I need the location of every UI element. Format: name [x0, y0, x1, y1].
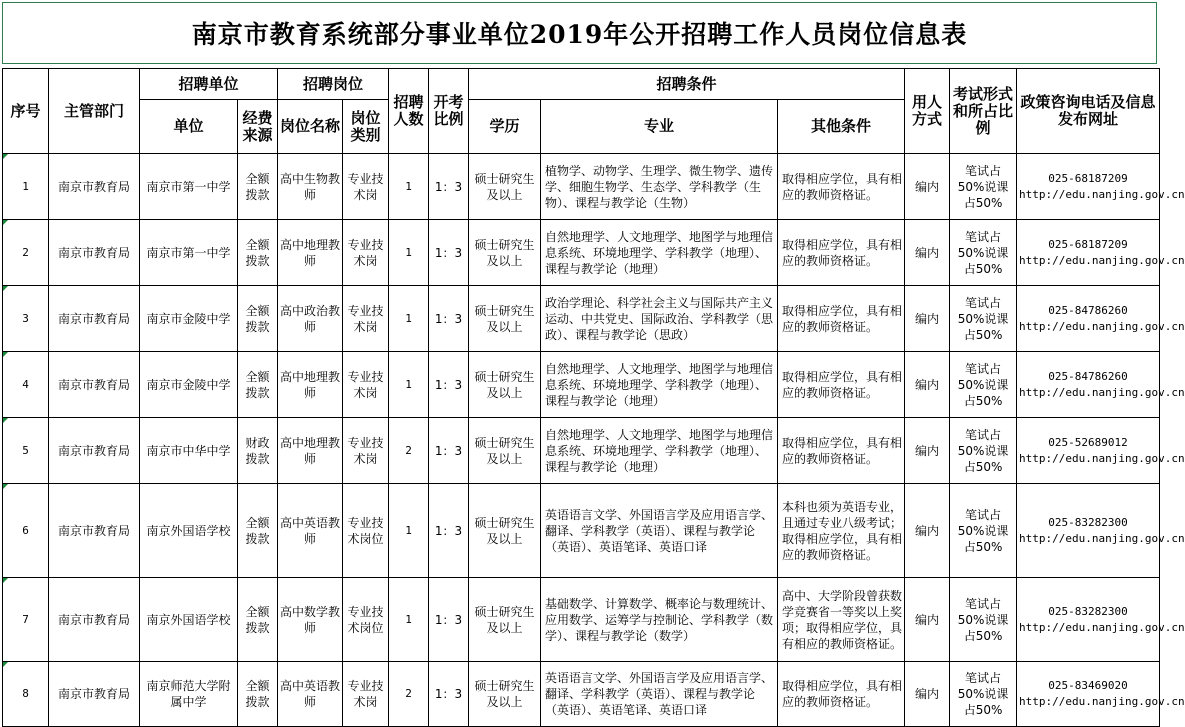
cell-other: 取得相应学位，具有相应的教师资格证。: [778, 154, 905, 220]
cell-exam: 笔试占50%说课占50%: [950, 578, 1017, 662]
cell-other: 取得相应学位，具有相应的教师资格证。: [778, 286, 905, 352]
cell-employ: 编内: [905, 286, 950, 352]
cell-count: 1: [389, 286, 429, 352]
cell-funding: 全额拨款: [238, 220, 278, 286]
cell-seq: 7: [3, 578, 49, 662]
cell-seq: 8: [3, 662, 49, 727]
cell-contact: 025-83282300 http://edu.nanjing.gov.cn: [1017, 578, 1160, 662]
cell-other: 本科也须为英语专业，且通过专业八级考试；取得相应学位，具有相应的教师资格证。: [778, 484, 905, 578]
cell-ratio: 1：3: [429, 418, 469, 484]
header-row-1: [3, 69, 1160, 100]
cell-education: 硕士研究生及以上: [469, 220, 541, 286]
cell-post-name: 高中政治教师: [278, 286, 343, 352]
cell-contact: 025-84786260 http://edu.nanjing.gov.cn: [1017, 352, 1160, 418]
cell-post-type: 专业技术岗: [343, 286, 389, 352]
cell-unit: 南京师范大学附属中学: [140, 662, 238, 727]
cell-contact: 025-52689012 http://edu.nanjing.gov.cn: [1017, 418, 1160, 484]
cell-other: 取得相应学位，具有相应的教师资格证。: [778, 418, 905, 484]
cell-dept: 南京市教育局: [49, 154, 140, 220]
cell-education: 硕士研究生及以上: [469, 484, 541, 578]
cell-unit: 南京市金陵中学: [140, 286, 238, 352]
cell-count: 1: [389, 484, 429, 578]
cell-post-type: 专业技术岗位: [343, 484, 389, 578]
header-contact: 政策咨询电话及信息发布网址: [1017, 69, 1160, 154]
header-count: 招聘人数: [389, 69, 429, 154]
cell-major: 自然地理学、人文地理学、地图学与地理信息系统、环境地理学、学科教学（地理）、课程与教学论（地理）: [541, 418, 778, 484]
positions-table: [2, 68, 1185, 727]
table-row: [3, 662, 1160, 727]
cell-funding: 全额拨款: [238, 662, 278, 727]
cell-major: 英语语言文学、外国语言学及应用语言学、翻译、学科教学（英语）、课程与教学论（英语）、英语笔译、英语口译: [541, 484, 778, 578]
header-conditions-group: 招聘条件: [469, 69, 905, 100]
cell-major: 政治学理论、科学社会主义与国际共产主义运动、中共党史、国际政治、学科教学（思政）、课程与教学论（思政）: [541, 286, 778, 352]
cell-major: 自然地理学、人文地理学、地图学与地理信息系统、环境地理学、学科教学（地理）、课程与教学论（地理）: [541, 352, 778, 418]
cell-unit: 南京外国语学校: [140, 578, 238, 662]
table-row: [3, 352, 1160, 418]
cell-ratio: 1：3: [429, 352, 469, 418]
cell-employ: 编内: [905, 578, 950, 662]
cell-post-type: 专业技术岗: [343, 220, 389, 286]
table-row: [3, 484, 1160, 578]
cell-post-type: 专业技术岗: [343, 352, 389, 418]
cell-seq: 2: [3, 220, 49, 286]
cell-dept: 南京市教育局: [49, 418, 140, 484]
cell-ratio: 1：3: [429, 154, 469, 220]
cell-ratio: 1：3: [429, 286, 469, 352]
header-funding: 经费来源: [238, 100, 278, 154]
cell-post-name: 高中数学教师: [278, 578, 343, 662]
cell-post-name: 高中地理教师: [278, 352, 343, 418]
cell-funding: 全额拨款: [238, 286, 278, 352]
cell-dept: 南京市教育局: [49, 662, 140, 727]
cell-ratio: 1：3: [429, 662, 469, 727]
header-unit: 单位: [140, 100, 238, 154]
cell-post-type: 专业技术岗: [343, 418, 389, 484]
cell-major: 英语语言文学、外国语言学及应用语言学、翻译、学科教学（英语）、课程与教学论（英语）、英语笔译、英语口译: [541, 662, 778, 727]
header-education: 学历: [469, 100, 541, 154]
cell-exam: 笔试占50%说课占50%: [950, 286, 1017, 352]
header-major: 专业: [541, 100, 778, 154]
cell-contact: 025-84786260 http://edu.nanjing.gov.cn: [1017, 286, 1160, 352]
cell-employ: 编内: [905, 352, 950, 418]
cell-ratio: 1：3: [429, 220, 469, 286]
cell-seq: 3: [3, 286, 49, 352]
cell-count: 1: [389, 220, 429, 286]
cell-education: 硕士研究生及以上: [469, 352, 541, 418]
cell-major: 基础数学、计算数学、概率论与数理统计、应用数学、运筹学与控制论、学科教学（数学）、课程与教学论（数学）: [541, 578, 778, 662]
cell-contact: 025-68187209 http://edu.nanjing.gov.cn: [1017, 154, 1160, 220]
cell-post-type: 专业技术岗: [343, 662, 389, 727]
header-post-type: 岗位类别: [343, 100, 389, 154]
cell-post-name: 高中生物教师: [278, 154, 343, 220]
header-exam: 考试形式和所占比例: [950, 69, 1017, 154]
cell-ratio: 1：3: [429, 484, 469, 578]
header-post-group: 招聘岗位: [278, 69, 389, 100]
cell-dept: 南京市教育局: [49, 220, 140, 286]
cell-count: 1: [389, 154, 429, 220]
cell-ratio: 1：3: [429, 578, 469, 662]
cell-major: 自然地理学、人文地理学、地图学与地理信息系统、环境地理学、学科教学（地理）、课程与教学论（地理）: [541, 220, 778, 286]
cell-contact: 025-68187209 http://edu.nanjing.gov.cn: [1017, 220, 1160, 286]
cell-employ: 编内: [905, 484, 950, 578]
cell-count: 2: [389, 418, 429, 484]
cell-employ: 编内: [905, 418, 950, 484]
cell-post-type: 专业技术岗位: [343, 578, 389, 662]
header-ratio: 开考比例: [429, 69, 469, 154]
cell-count: 1: [389, 352, 429, 418]
cell-education: 硕士研究生及以上: [469, 662, 541, 727]
cell-count: 1: [389, 578, 429, 662]
cell-unit: 南京市金陵中学: [140, 352, 238, 418]
cell-exam: 笔试占50%说课占50%: [950, 418, 1017, 484]
header-other: 其他条件: [778, 100, 905, 154]
cell-other: 取得相应学位，具有相应的教师资格证。: [778, 352, 905, 418]
cell-education: 硕士研究生及以上: [469, 154, 541, 220]
cell-dept: 南京市教育局: [49, 352, 140, 418]
cell-education: 硕士研究生及以上: [469, 286, 541, 352]
table-row: [3, 578, 1160, 662]
cell-major: 植物学、动物学、生理学、微生物学、遗传学、细胞生物学、生态学、学科教学（生物）、课程与教学论（生物）: [541, 154, 778, 220]
cell-exam: 笔试占50%说课占50%: [950, 352, 1017, 418]
cell-education: 硕士研究生及以上: [469, 578, 541, 662]
cell-unit: 南京市中华中学: [140, 418, 238, 484]
cell-contact: 025-83469020 http://edu.nanjing.gov.cn: [1017, 662, 1160, 727]
header-employ: 用人方式: [905, 69, 950, 154]
table-row: [3, 418, 1160, 484]
cell-unit: 南京市第一中学: [140, 220, 238, 286]
cell-seq: 6: [3, 484, 49, 578]
page-title: 南京市教育系统部分事业单位2019年公开招聘工作人员岗位信息表: [191, 20, 968, 49]
cell-education: 硕士研究生及以上: [469, 418, 541, 484]
cell-exam: 笔试占50%说课占50%: [950, 662, 1017, 727]
title-box: [2, 2, 1157, 64]
cell-count: 2: [389, 662, 429, 727]
cell-other: 高中、大学阶段曾获数学竞赛省一等奖以上奖项；取得相应学位，具有相应的教师资格证。: [778, 578, 905, 662]
header-unit-group: 招聘单位: [140, 69, 278, 100]
cell-funding: 全额拨款: [238, 154, 278, 220]
cell-post-name: 高中地理教师: [278, 220, 343, 286]
cell-exam: 笔试占50%说课占50%: [950, 484, 1017, 578]
cell-seq: 5: [3, 418, 49, 484]
header-post-name: 岗位名称: [278, 100, 343, 154]
cell-employ: 编内: [905, 154, 950, 220]
cell-funding: 财政拨款: [238, 418, 278, 484]
cell-funding: 全额拨款: [238, 352, 278, 418]
table-row: [3, 220, 1160, 286]
cell-post-name: 高中英语教师: [278, 662, 343, 727]
table-row: [3, 286, 1160, 352]
cell-unit: 南京市第一中学: [140, 154, 238, 220]
header-seq: 序号: [3, 69, 49, 154]
cell-other: 取得相应学位，具有相应的教师资格证。: [778, 662, 905, 727]
cell-post-name: 高中地理教师: [278, 418, 343, 484]
cell-dept: 南京市教育局: [49, 286, 140, 352]
cell-employ: 编内: [905, 662, 950, 727]
cell-funding: 全额拨款: [238, 484, 278, 578]
cell-seq: 1: [3, 154, 49, 220]
cell-dept: 南京市教育局: [49, 578, 140, 662]
table-row: [3, 154, 1160, 220]
cell-seq: 4: [3, 352, 49, 418]
cell-contact: 025-83282300 http://edu.nanjing.gov.cn: [1017, 484, 1160, 578]
header-dept: 主管部门: [49, 69, 140, 154]
cell-exam: 笔试占50%说课占50%: [950, 154, 1017, 220]
cell-employ: 编内: [905, 220, 950, 286]
table-body: [3, 154, 1185, 727]
cell-other: 取得相应学位，具有相应的教师资格证。: [778, 220, 905, 286]
cell-unit: 南京外国语学校: [140, 484, 238, 578]
cell-exam: 笔试占50%说课占50%: [950, 220, 1017, 286]
cell-post-type: 专业技术岗: [343, 154, 389, 220]
cell-funding: 全额拨款: [238, 578, 278, 662]
cell-post-name: 高中英语教师: [278, 484, 343, 578]
cell-dept: 南京市教育局: [49, 484, 140, 578]
